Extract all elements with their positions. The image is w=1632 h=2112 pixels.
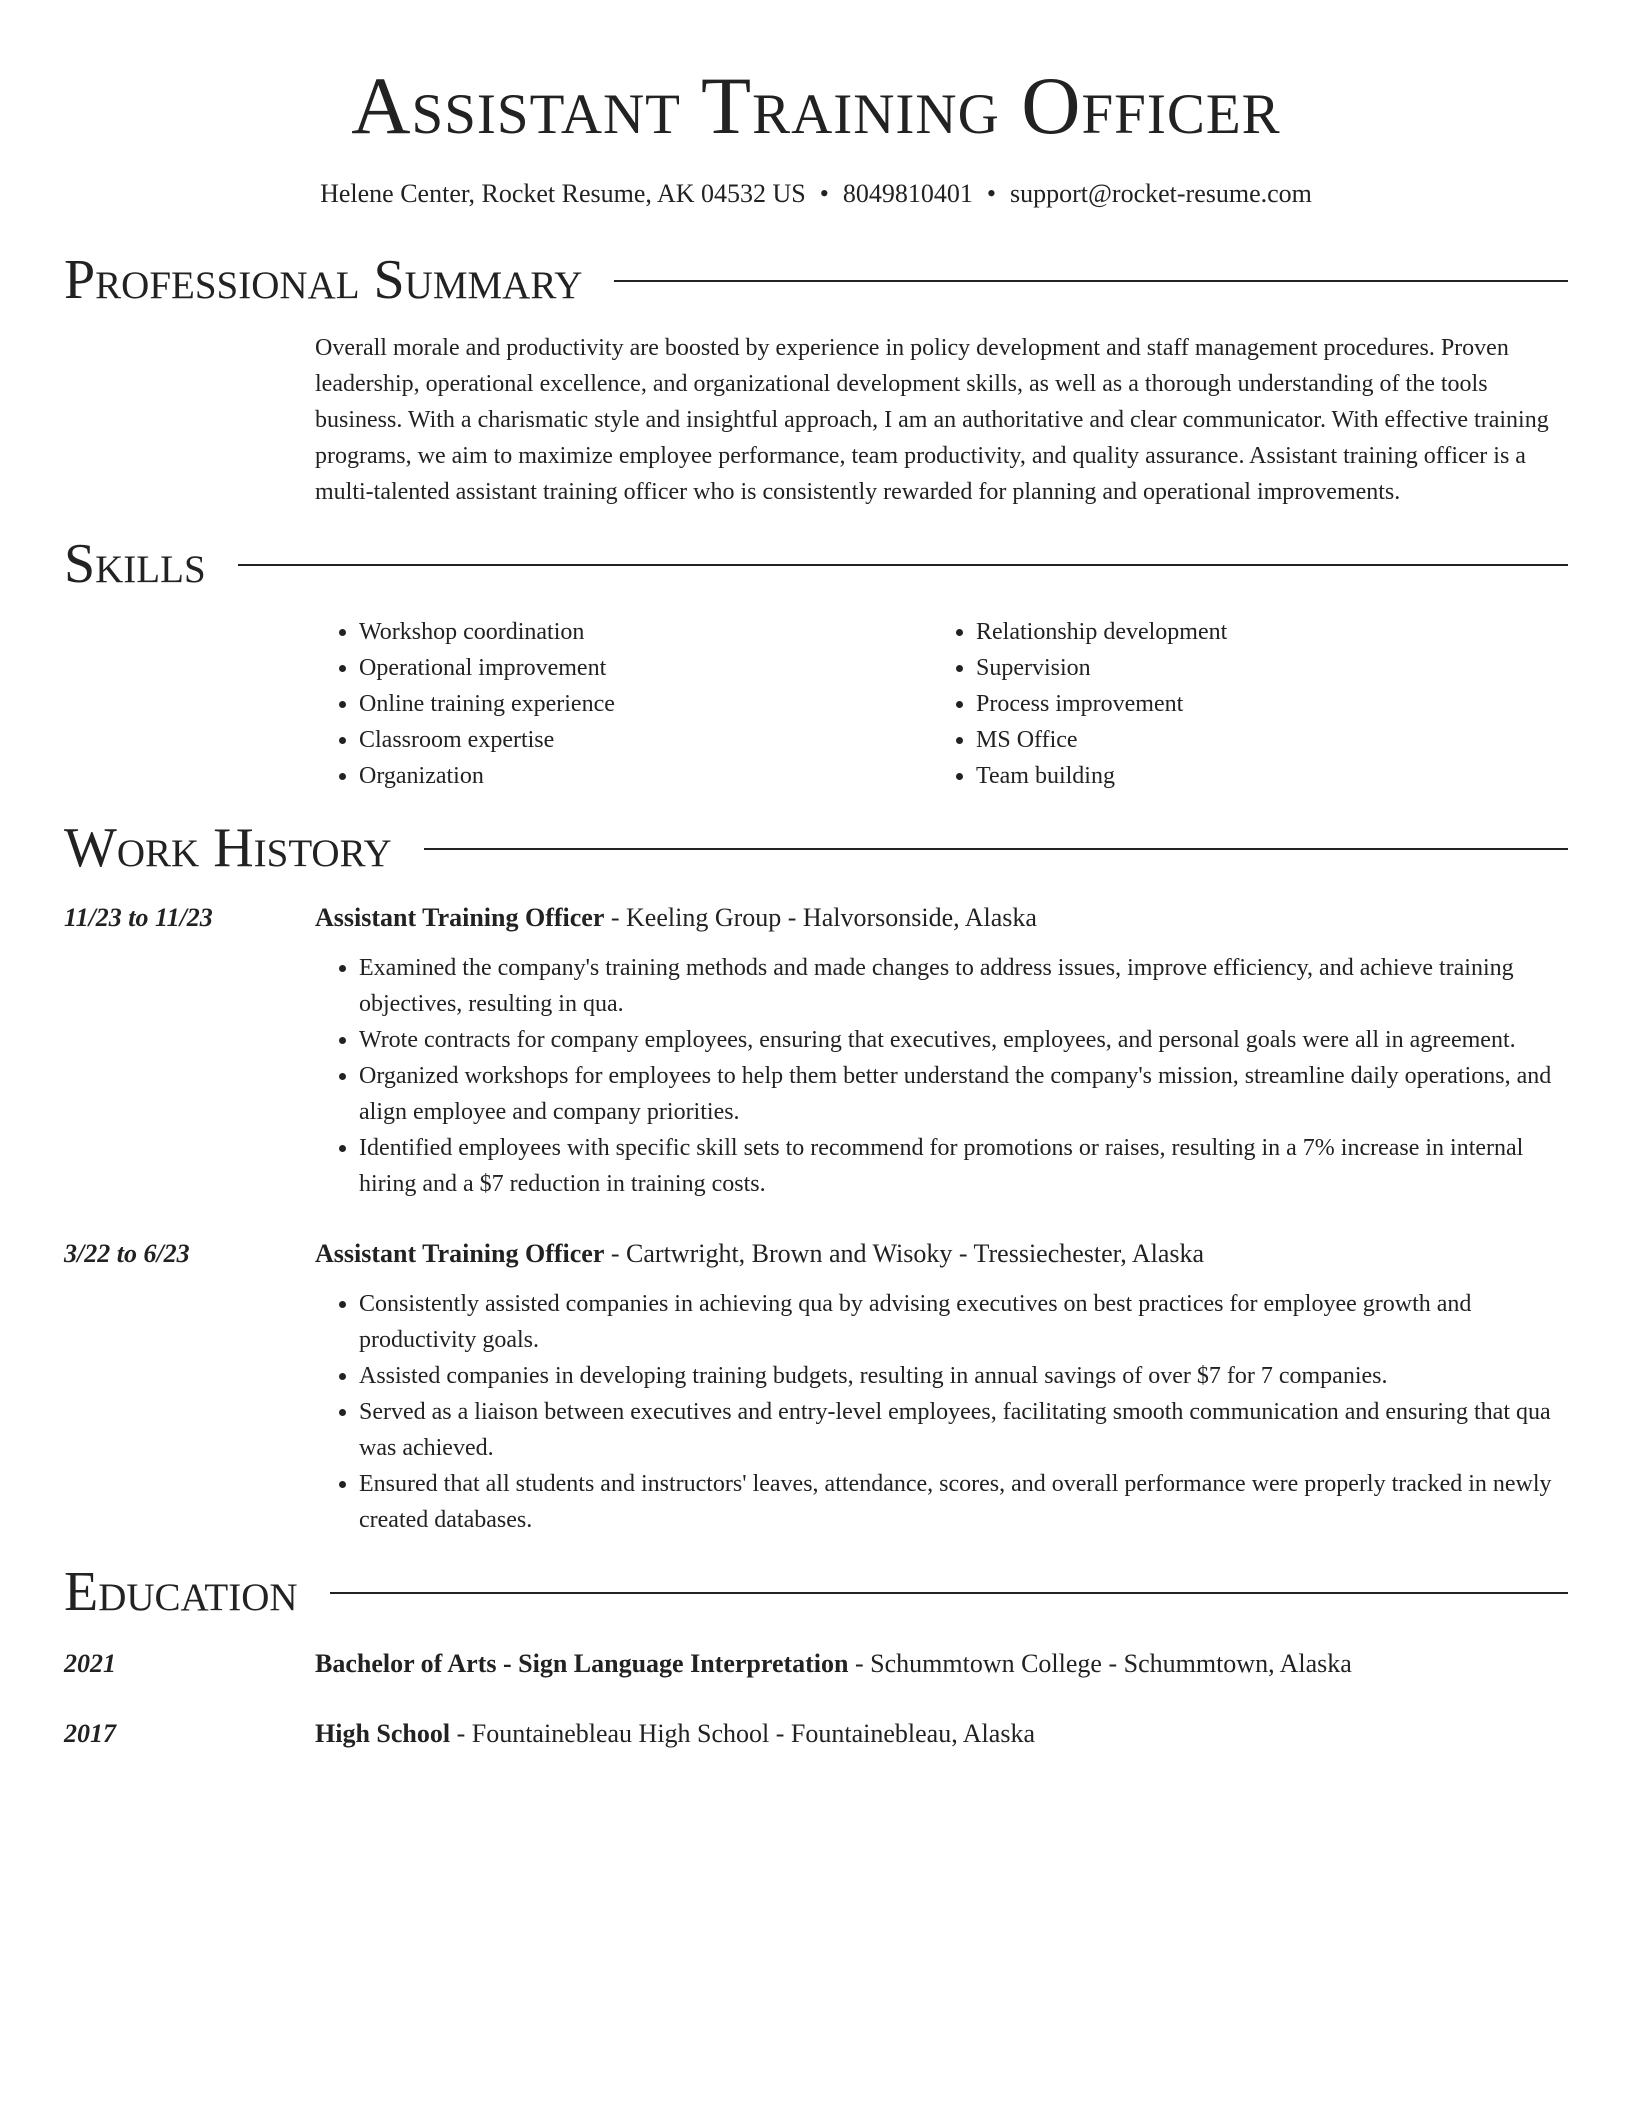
summary-section [64,248,1568,510]
skill-item: • Process improvement [976,686,1549,722]
section-divider [330,1592,1568,1594]
skill-item: • Supervision [976,650,1549,686]
job-entry [64,900,1568,1202]
education-degree: High School [315,1719,451,1748]
job-position: Assistant Training Officer [315,1239,605,1268]
job-bullet: • Examined the company's training methods and made changes to address issues, improve efficiency, and achieve training objectives, resulting in qua. [359,950,1568,1022]
section-divider [614,280,1568,282]
job-body [315,1236,1568,1538]
contact-email: support@rocket-resume.com [1009,179,1312,208]
job-bullet: • Served as a liaison between executives and entry-level employees, facilitating smooth communication and ensuring that qua was achieved. [359,1394,1568,1466]
summary-title: Professional Summary [64,249,583,311]
skills-list-left [315,614,932,794]
education-title: Education [64,1561,298,1623]
summary-header [64,248,1568,312]
contact-separator: • [819,179,829,208]
job-body [315,900,1568,1202]
skill-item: • Relationship development [976,614,1549,650]
skill-item: • Operational improvement [359,650,932,686]
section-divider [424,848,1568,850]
education-entry [64,1646,1568,1682]
contact-separator: • [986,179,996,208]
summary-spacer [64,330,315,510]
job-bullet: • Ensured that all students and instructors' leaves, attendance, scores, and overall performance were properly tracked in newly created databases. [359,1466,1568,1538]
job-bullet: • Wrote contracts for company employees, ensuring that executives, employees, and personal goals were all in agreement. [359,1022,1568,1058]
skill-item: • Team building [976,758,1549,794]
job-company: - Keeling Group - Halvorsonside, Alaska [604,903,1037,932]
education-school: - Fountainebleau High School - Fountainebleau, Alaska [450,1719,1035,1748]
work-title: Work History [64,817,392,879]
skill-item: • Workshop coordination [359,614,932,650]
education-section [64,1560,1568,1752]
job-bullet: • Assisted companies in developing training budgets, resulting in annual savings of over $7 for 7 companies. [359,1358,1568,1394]
work-section [64,816,1568,1538]
skills-section [64,532,1568,794]
education-school: - Schummtown College - Schummtown, Alaska [848,1649,1352,1678]
skills-row [64,614,1568,794]
skills-spacer [64,614,315,794]
job-dates: 3/22 to 6/23 [64,1239,190,1268]
section-divider [238,564,1568,566]
summary-text: Overall morale and productivity are boosted by experience in policy development and staff management procedures. Proven leadership, operational excellence, and organizational development skills, as well as a thorough understanding of the tools business. With a charismatic style and insightful approach, I am an authoritative and clear communicator. With effective training programs, we aim to maximize employee performance, team productivity, and quality assurance. Assistant training officer is a multi-talented assistant training officer who is consistently rewarded for planning and operational improvements. [315,335,1549,505]
contact-address: Helene Center, Rocket Resume, AK 04532 US [320,179,806,208]
contact-line [64,176,1568,212]
education-degree: Bachelor of Arts - Sign Language Interpretation [315,1649,849,1678]
job-company: - Cartwright, Brown and Wisoky - Tressiechester, Alaska [604,1239,1205,1268]
education-header [64,1560,1568,1624]
job-bullet: • Organized workshops for employees to help them better understand the company's mission, streamline daily operations, and align employee and company priorities. [359,1058,1568,1130]
job-heading [315,1236,1568,1272]
skills-grid [315,614,1568,794]
job-bullets [315,1286,1568,1538]
job-heading [315,900,1568,936]
skill-item: • MS Office [976,722,1549,758]
skills-title: Skills [64,533,206,595]
skills-list-right [932,614,1549,794]
job-position: Assistant Training Officer [315,903,605,932]
skills-header [64,532,1568,596]
education-body [315,1716,1568,1752]
job-dates: 11/23 to 11/23 [64,903,213,932]
work-header [64,816,1568,880]
job-bullet: • Consistently assisted companies in achieving qua by advising executives on best practices for employee growth and productivity goals. [359,1286,1568,1358]
resume-name: Assistant Training Officer [351,60,1281,151]
job-entry [64,1236,1568,1538]
skill-item: • Classroom expertise [359,722,932,758]
education-entry [64,1716,1568,1752]
skill-item: • Organization [359,758,932,794]
skill-item: • Online training experience [359,686,932,722]
education-year: 2017 [64,1719,116,1748]
job-bullet: • Identified employees with specific skill sets to recommend for promotions or raises, resulting in a 7% increase in internal hiring and a $7 reduction in training costs. [359,1130,1568,1202]
education-body [315,1646,1568,1682]
education-year: 2021 [64,1649,116,1678]
summary-row [64,330,1568,510]
job-bullets [315,950,1568,1202]
contact-phone: 8049810401 [842,179,973,208]
